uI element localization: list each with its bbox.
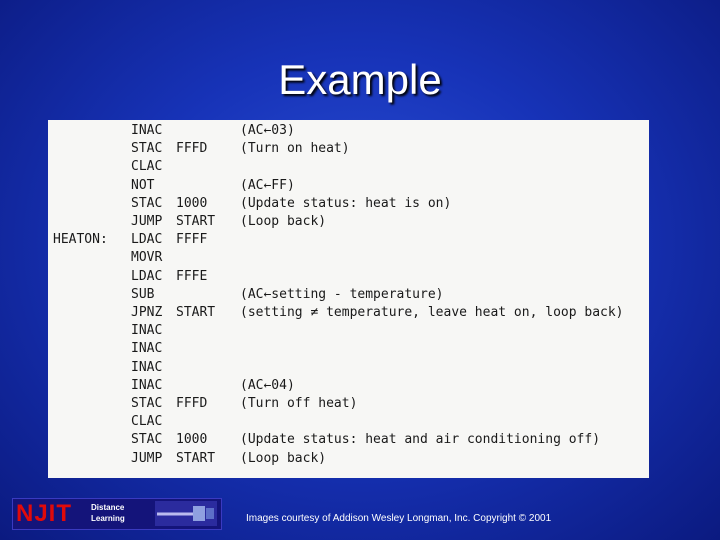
code-opcode: LDAC [131, 268, 163, 284]
code-line [48, 231, 649, 249]
code-opcode: STAC [131, 195, 163, 211]
code-opcode: MOVR [131, 250, 163, 266]
code-line [48, 213, 649, 231]
code-line [48, 268, 649, 286]
code-opcode: INAC [131, 323, 163, 339]
code-comment: (AC←FF) [240, 177, 295, 193]
code-line [48, 195, 649, 213]
code-line [48, 413, 649, 431]
code-opcode: JPNZ [131, 305, 163, 320]
code-operand: FFFD [176, 396, 208, 411]
code-line [48, 377, 649, 395]
code-line [48, 249, 649, 267]
code-label: HEATON: [53, 232, 108, 248]
code-operand: 1000 [176, 195, 208, 211]
logo-line-2: Learning [91, 514, 125, 523]
code-comment: (AC←04) [240, 377, 295, 393]
code-opcode: INAC [131, 359, 163, 375]
code-comment: (Loop back) [240, 214, 327, 229]
logo-njit-text: NJIT [16, 500, 73, 527]
image-credit: Images courtesy of Addison Wesley Longman, Inc. Copyright © 2001 [246, 513, 552, 524]
code-comment: (AC←setting - temperature) [240, 286, 444, 302]
code-opcode: JUMP [131, 450, 163, 466]
code-line [48, 286, 649, 304]
code-opcode: INAC [131, 377, 163, 393]
code-opcode: CLAC [131, 159, 163, 175]
code-line [48, 158, 649, 176]
code-operand: FFFF [176, 232, 208, 248]
code-comment: (Update status: heat is on) [240, 195, 452, 211]
code-opcode: STAC [131, 396, 163, 411]
code-opcode: CLAC [131, 414, 163, 430]
code-opcode: INAC [131, 341, 163, 357]
code-line [48, 322, 649, 340]
code-operand: FFFD [176, 141, 208, 157]
njit-logo [12, 498, 222, 530]
logo-line-1: Distance [91, 503, 125, 512]
code-line [48, 177, 649, 195]
code-opcode: INAC [131, 123, 163, 138]
code-line [48, 304, 649, 322]
logo-graphic-icon [155, 501, 217, 526]
code-operand: START [176, 450, 216, 466]
code-opcode: STAC [131, 432, 163, 448]
code-listing [48, 120, 649, 478]
code-comment: (Turn off heat) [240, 396, 358, 411]
code-comment: (setting ≠ temperature, leave heat on, loop back) [240, 305, 624, 320]
code-opcode: SUB [131, 286, 155, 302]
code-line [48, 340, 649, 358]
code-comment: (AC←03) [240, 123, 295, 138]
code-operand: START [176, 214, 216, 229]
code-line [48, 140, 649, 158]
code-opcode: NOT [131, 177, 155, 193]
code-operand: FFFE [176, 268, 208, 284]
code-comment: (Turn on heat) [240, 141, 350, 157]
code-line [48, 395, 649, 413]
code-comment: (Update status: heat and air conditioning off) [240, 432, 601, 448]
code-line [48, 359, 649, 377]
code-opcode: JUMP [131, 214, 163, 229]
code-opcode: LDAC [131, 232, 163, 248]
code-opcode: STAC [131, 141, 163, 157]
code-comment: (Loop back) [240, 450, 327, 466]
code-line [48, 450, 649, 468]
code-operand: START [176, 305, 216, 320]
slide-title: Example [278, 56, 442, 103]
code-operand: 1000 [176, 432, 208, 448]
code-line [48, 122, 649, 140]
code-line [48, 431, 649, 449]
